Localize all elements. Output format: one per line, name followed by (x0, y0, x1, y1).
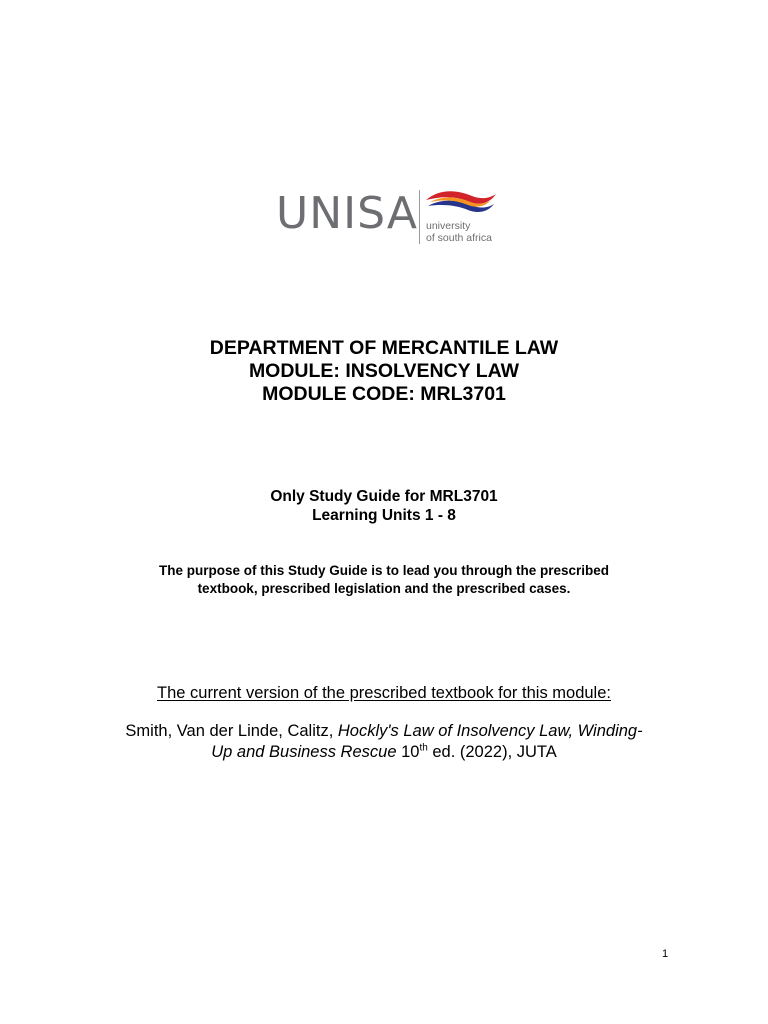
logo-subtitle-line1: university (426, 220, 471, 232)
study-guide-title: Only Study Guide for MRL3701 (270, 488, 498, 505)
purpose-statement (0, 562, 768, 598)
study-guide-heading (0, 487, 768, 525)
page-number: 1 (662, 948, 669, 960)
learning-units: Learning Units 1 - 8 (312, 507, 456, 524)
flag-icon (424, 186, 498, 216)
document-heading (0, 337, 768, 406)
citation-edition-suffix: th (419, 742, 428, 754)
purpose-line-2: textbook, prescribed legislation and the prescribed cases. (197, 581, 571, 596)
logo-subtitle-line2: of south africa (426, 232, 492, 244)
citation-title-part1: Hockly's Law of Insolvency Law, Winding- (337, 722, 643, 740)
citation-title-part2: Up and Business Rescue (211, 743, 397, 761)
purpose-line-1: The purpose of this Study Guide is to lead you through the prescribed (158, 563, 610, 578)
unisa-logo (272, 182, 502, 252)
logo-divider (419, 190, 420, 244)
textbook-citation (60, 721, 708, 763)
module-code: MODULE CODE: MRL3701 (262, 383, 506, 405)
logo-wordmark: UNISA (276, 188, 418, 239)
textbook-heading: The current version of the prescribed textbook for this module: (157, 684, 611, 702)
citation-authors: Smith, Van der Linde, Calitz, (125, 722, 338, 740)
module-title: MODULE: INSOLVENCY LAW (248, 360, 520, 382)
citation-edition-rest: ed. (2022), JUTA (427, 743, 557, 761)
citation-edition-number: 10 (396, 743, 420, 761)
department-title: DEPARTMENT OF MERCANTILE LAW (209, 337, 559, 359)
